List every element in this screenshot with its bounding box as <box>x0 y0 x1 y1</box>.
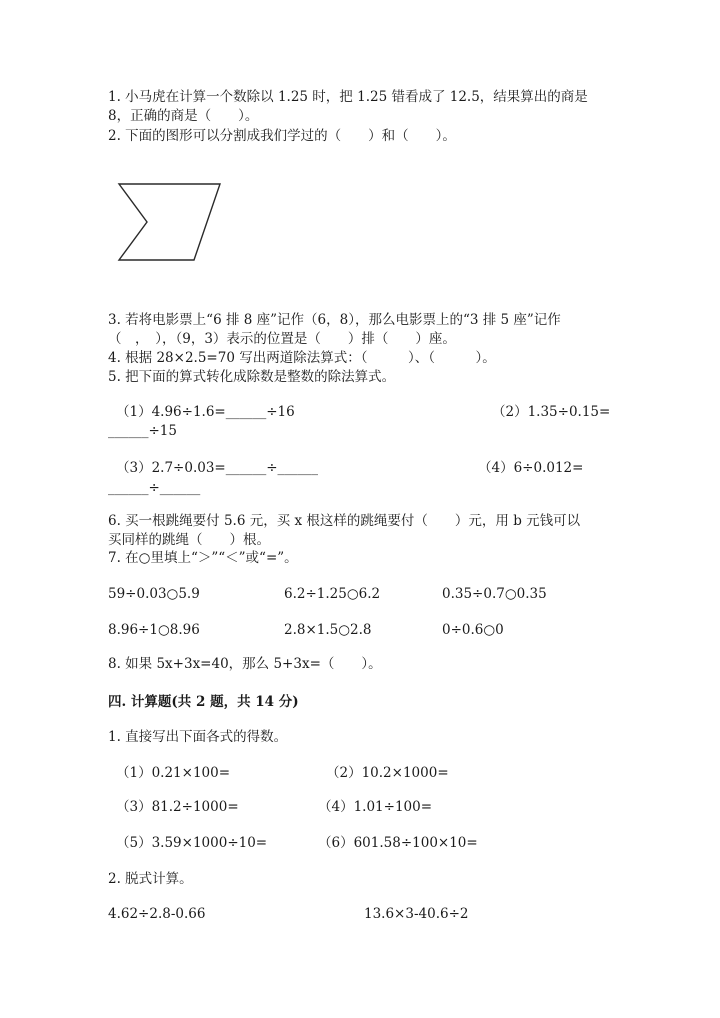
s1-item: （4）1.01÷100= <box>318 799 433 815</box>
q6-line1: 6. 买一根跳绳要付 5.6 元，买 x 根这样的跳绳要付（ ）元，用 b 元钱可以 <box>108 513 581 529</box>
q5-part3: （3）2.7÷0.03=______÷______ <box>116 460 319 476</box>
shape-figure <box>112 176 228 268</box>
section-title: 四. 计算题(共 2 题，共 14 分) <box>108 694 299 710</box>
q3-line1: 3. 若将电影票上“6 排 8 座”记作（6，8），那么电影票上的“3 排 5 座”记作 <box>108 312 561 328</box>
s1-item: （1）0.21×100= <box>116 765 231 781</box>
q7-item: 0.35÷0.7○0.35 <box>442 586 547 602</box>
q7-item: 6.2÷1.25○6.2 <box>284 586 381 602</box>
q5-part1: （1）4.96÷1.6=______÷16 <box>116 404 295 420</box>
s2-text: 2. 脱式计算。 <box>108 871 193 887</box>
q7-item: 8.96÷1○8.96 <box>108 622 200 638</box>
s1-item: （2）10.2×1000= <box>326 765 449 781</box>
s1-text: 1. 直接写出下面各式的得数。 <box>108 729 288 745</box>
s2-item: 13.6×3-40.6÷2 <box>364 906 469 922</box>
q7-item: 2.8×1.5○2.8 <box>284 622 372 638</box>
q5-part4-cont: ______÷______ <box>108 480 201 496</box>
q4-text: 4. 根据 28×2.5=70 写出两道除法算式：（ ）、（ ）。 <box>108 350 496 366</box>
q7-item: 0÷0.6○0 <box>442 622 504 638</box>
q7-text: 7. 在○里填上“＞”“＜”或“=”。 <box>108 550 298 566</box>
s1-item: （5）3.59×1000÷10= <box>116 835 268 851</box>
q5-part2-cont: ______÷15 <box>108 423 177 439</box>
q5-part4: （4）6÷0.012= <box>478 460 584 476</box>
q7-item: 59÷0.03○5.9 <box>108 586 200 602</box>
q8-text: 8. 如果 5x+3x=40，那么 5+3x=（ ）。 <box>108 656 382 672</box>
q5-text: 5. 把下面的算式转化成除数是整数的除法算式。 <box>108 369 396 385</box>
s1-item: （3）81.2÷1000= <box>116 799 239 815</box>
q6-line2: 买同样的跳绳（ ）根。 <box>108 532 270 548</box>
q1-line1: 1. 小马虎在计算一个数除以 1.25 时，把 1.25 错看成了 12.5，结果算出的商是 <box>108 89 588 105</box>
q5-part2: （2）1.35÷0.15= <box>492 404 611 420</box>
q3-line2: （ ， ），（9，3）表示的位置是（ ）排（ ）座。 <box>108 331 456 347</box>
s2-item: 4.62÷2.8-0.66 <box>108 906 206 922</box>
q2-text: 2. 下面的图形可以分割成我们学过的（ ）和（ ）。 <box>108 128 456 144</box>
q1-line2: 8，正确的商是（ ）。 <box>108 108 259 124</box>
s1-item: （6）601.58÷100×10= <box>318 835 478 851</box>
